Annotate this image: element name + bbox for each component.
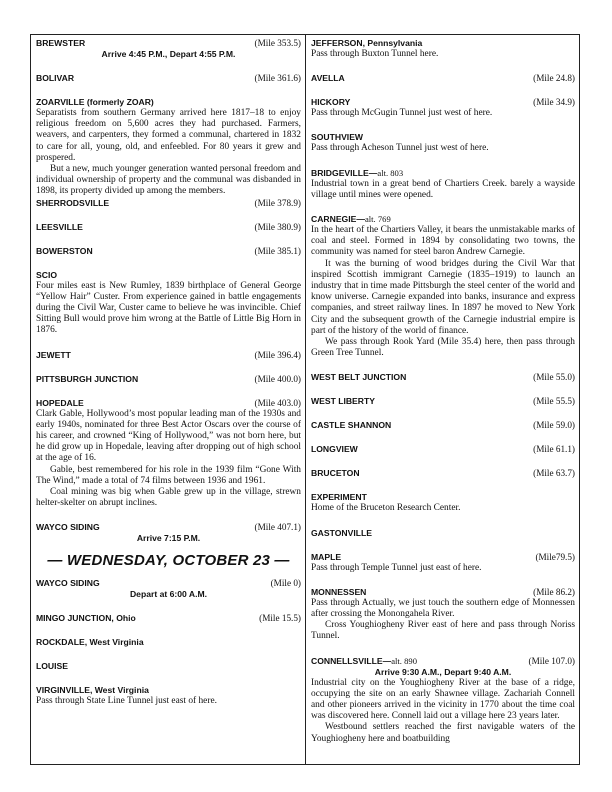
entry-wayco-siding-depart [36,578,301,600]
mile-marker: (Mile 380.9) [254,221,301,232]
mile-marker: (Mile 34.9) [533,97,575,108]
description: Pass through Actually, we just touch the southern edge of Monnessen after crossing the Monongahela River. [311,597,575,620]
mile-marker: (Mile 396.4) [254,349,301,360]
description: Pass through Acheson Tunnel just west of here. [311,143,489,154]
mile-marker: (Mile 86.2) [533,586,575,597]
description: It was the burning of wood bridges during the Civil War that inspired Scottish immigrant Carnegie (1835–1919) to launch an industry that in time made Pittsburgh the steel center of the world and know universe. Carnegie expanded into banks, insurance and express companies, and street railway lines. In 1897 he moved to New York City and the subsequent growth of the Carnegie industrial empire is part of the history of the world of finance. [311,258,575,336]
station-name: BREWSTER [36,38,86,48]
entry-avella [311,73,575,84]
entry-maple [311,552,575,574]
station-name: PITTSBURGH JUNCTION [36,373,139,384]
description: We pass through Rook Yard (Mile 35.4) here, then pass through Green Tree Tunnel. [311,337,575,359]
altitude: alt. 890 [391,655,417,666]
mile-marker: (Mile 61.1) [533,444,575,455]
mile-marker: (Mile 353.5) [254,38,301,48]
mile-marker: (Mile 59.0) [533,420,575,431]
station-name: SHERRODSVILLE [36,197,110,208]
entry-bruceton [311,468,575,479]
station-name: BRIDGEVILLE— [311,167,378,178]
description: But a new, much younger generation wanted personal freedom and individual ownership of property and the communal was disbanded in 1898, its property divided up among the members. [36,164,301,197]
station-name: WAYCO SIDING [36,577,100,588]
entry-mingo-junction [36,613,301,624]
day-banner: — WEDNESDAY, OCTOBER 23 — [47,552,290,570]
entry-bolivar [36,73,301,84]
mile-marker: (Mile 55.0) [533,372,575,383]
description: Four miles east is New Rumley, 1839 birthplace of General George “Yellow Hair” Custer. From experience gained in battle engagements during the Civil War, Custer came to believe he was invincible. Chief Sitting Bull would prove him wrong at the Battle of Little Big Horn in 1876. [36,280,301,336]
entry-hopedale [36,398,301,510]
station-name: SOUTHVIEW [311,132,364,143]
description: Industrial town in a great bend of Chartiers Creek. barely a wayside village until mines were opened. [311,178,575,200]
entry-castle-shannon [311,420,575,431]
column-divider [305,34,306,765]
description: Cross Youghiogheny River east of here and pass through Noriss Tunnel. [311,620,575,642]
entry-wayco-siding-arrive [36,522,301,544]
description: In the heart of the Chartiers Valley, it bears the unmistakable marks of coal and steel. Formed in 1894 by consolidating two towns, the community was named for steel baron Andrew Carnegie. [311,225,575,258]
entry-west-liberty [311,396,575,407]
station-name: SCIO [36,269,58,280]
description: Separatists from southern Germany arrived here 1817–18 to enjoy religious freedom on 5,600 acres they had purchased. Farmers, weavers, and carpenters, they formed a communal, chartered in 1832 to care for all, young, old, and enfeebled. For 80 years it grew and prospered. [36,108,301,163]
station-name: BOLIVAR [36,73,75,83]
description: Pass through McGugin Tunnel just west of here. [311,108,493,119]
description: Pass through State Line Tunnel just east of here. [36,695,217,706]
station-name: LONGVIEW [311,444,358,455]
station-name: CASTLE SHANNON [311,420,392,431]
arrival-time: Arrive 7:15 P.M. [136,533,201,544]
mile-marker: (Mile 407.1) [254,522,301,533]
entry-virginville [36,685,301,707]
station-name: JEFFERSON, Pennsylvania [311,38,423,48]
right-column [311,38,575,745]
entry-sherrodsville [36,198,301,209]
station-name: VIRGINVILLE, West Virginia [36,684,149,695]
station-name: ROCKDALE, West Virginia [36,636,144,647]
entry-west-belt-junction [311,372,575,383]
description: Pass through Temple Tunnel just east of here. [311,562,482,573]
mile-marker: (Mile 385.1) [254,245,301,256]
mile-marker: (Mile 107.0) [528,655,575,666]
entry-monnessen [311,587,575,643]
arrival-departure-time: Arrive 4:45 P.M., Depart 4:55 P.M. [101,49,236,59]
station-name: MONNESSEN [311,586,367,597]
entry-bridgeville [311,168,575,201]
mile-marker: (Mile 378.9) [254,197,301,208]
mile-marker: (Mile 15.5) [259,612,301,623]
mile-marker: (Mile 0) [270,577,301,588]
mile-marker: (Mile 63.7) [533,468,575,479]
entry-carnegie [311,214,575,359]
station-name: BOWERSTON [36,245,93,256]
mile-marker: (Mile 24.8) [533,73,575,84]
station-name: ZOARVILLE (formerly ZOAR) [36,97,154,107]
station-name: CONNELLSVILLE— [311,655,392,666]
station-name: GASTONVILLE [311,527,372,538]
station-name: HICKORY [311,97,351,108]
entry-pittsburgh-junction [36,374,301,385]
entry-bowerston [36,246,301,257]
entry-scio [36,270,301,337]
description: Coal mining was big when Gable grew up in the village, strewn helter-skelter on abrupt inclines. [36,487,301,509]
station-name: CARNEGIE— [311,214,365,225]
entry-louise [36,661,301,672]
entry-jewett [36,350,301,361]
arrival-departure-time: Arrive 9:30 A.M., Depart 9:40 A.M. [374,666,512,677]
altitude: alt. 803 [377,167,404,178]
station-name: AVELLA [311,73,345,84]
entry-connellsville [311,656,575,745]
description: Clark Gable, Hollywood’s most popular leading man of the 1930s and early 1940s, nominated for three Best Actor Oscars over the course of his career, and crowned “King of Hollywood,” was not born here, but he did grow up in Hopedale, leaving after dropping out of high school at the age of 16. [36,408,301,464]
entry-experiment [311,492,575,514]
station-name: HOPEDALE [36,397,84,408]
entry-hickory [311,97,575,119]
mile-marker: (Mile 55.5) [533,396,575,407]
entry-jefferson [311,38,575,60]
station-name: JEWETT [36,349,71,360]
station-name: EXPERIMENT [311,492,367,503]
station-name: BRUCETON [311,468,360,479]
mile-marker: (Mile 400.0) [254,373,301,384]
mile-marker: (Mile 403.0) [254,397,301,408]
description: Industrial city on the Youghiogheny River at the base of a ridge, occupying the site on an early Shawnee village. Zachariah Connell and other pioneers arrived in the vicinity in 1770 about the time coal was discovered here. Connell laid out a village here 23 years later. [311,677,575,722]
station-name: WEST BELT JUNCTION [311,372,407,383]
description: Home of the Bruceton Research Center. [311,503,461,514]
entry-gastonville [311,528,575,539]
mile-marker: (Mile79.5) [535,551,575,562]
station-name: MAPLE [311,551,342,562]
entry-brewster [36,38,301,60]
description: Pass through Buxton Tunnel here. [311,49,439,59]
entry-southview [311,132,575,154]
mile-marker: (Mile 361.6) [254,73,301,83]
description: Westbound settlers reached the first navigable waters of the Youghiogheny here and boatbuilding [311,722,575,744]
station-name: LOUISE [36,660,68,671]
entry-zoarville [36,97,301,198]
departure-time: Depart at 6:00 A.M. [129,588,208,599]
station-name: WEST LIBERTY [311,396,375,407]
entry-rockdale [36,637,301,648]
station-name: MINGO JUNCTION, Ohio [36,612,136,623]
entry-longview [311,444,575,455]
description: Gable, best remembered for his role in the 1939 film “Gone With The Wind,” made a total of 74 films between 1936 and 1961. [36,464,301,486]
altitude: alt. 769 [364,214,391,225]
station-name: WAYCO SIDING [36,522,100,533]
left-column [36,38,301,707]
entry-leesville [36,222,301,233]
station-name: LEESVILLE [36,221,83,232]
